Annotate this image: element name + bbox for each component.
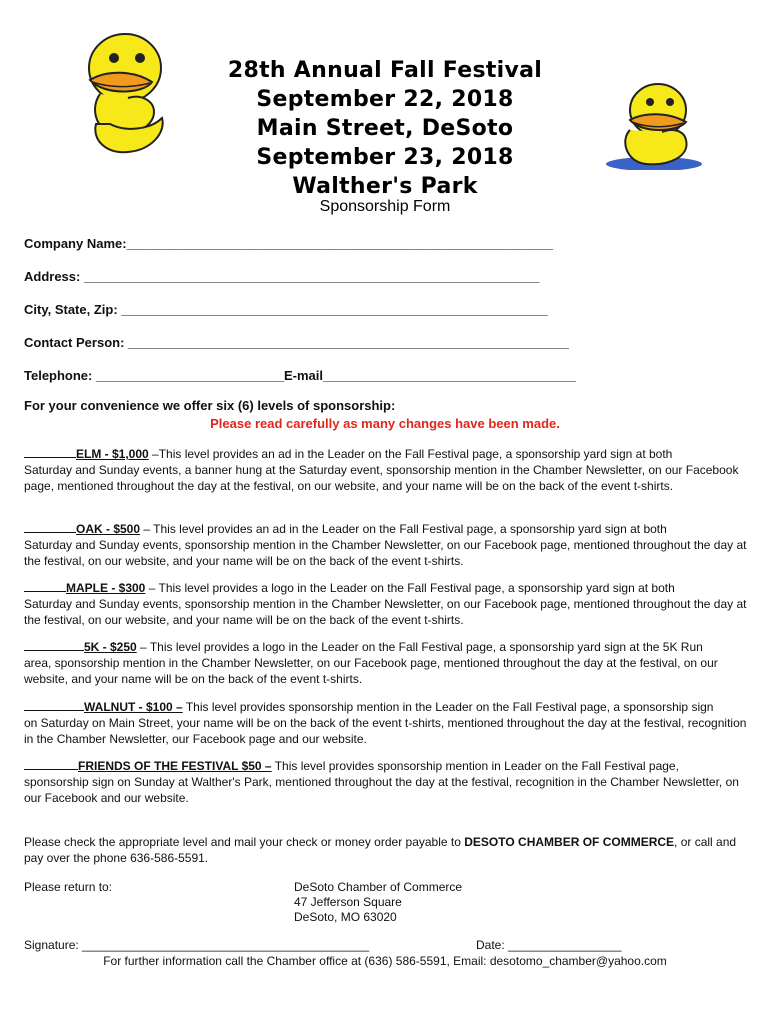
level-description-line1: – This level provides an ad in the Leader on the Fall Festival page, a sponsorship yard sign at both: [140, 522, 667, 536]
levels-intro: For your convenience we offer six (6) levels of sponsorship:: [24, 398, 396, 413]
level-elm: [24, 446, 748, 494]
level-check-blank[interactable]: [24, 446, 76, 458]
level-description: on Saturday on Main Street, your name will be on the back of the event t-shirts, mentioned throughout the day at the festival, recognition in the Chamber Newsletter, our Facebook page and our website.: [24, 716, 747, 746]
city-state-zip-field[interactable]: City, State, Zip: ___________________________________________________________: [24, 302, 548, 317]
level-check-blank[interactable]: [24, 580, 66, 592]
festival-title: [175, 56, 595, 201]
address-line-1: DeSoto Chamber of Commerce: [294, 880, 463, 894]
title-line-3: Main Street, DeSoto: [256, 116, 514, 141]
company-name-field[interactable]: Company Name:___________________________________________________________: [24, 236, 554, 251]
level-name: FRIENDS OF THE FESTIVAL $50 –: [78, 759, 272, 773]
level-name: ELM - $1,000: [76, 447, 149, 461]
level-name: OAK - $500: [76, 522, 141, 536]
return-address: [294, 880, 462, 925]
duck-illustration-right: [600, 80, 708, 170]
form-subtitle: Sponsorship Form: [319, 198, 451, 215]
date-field[interactable]: Date: _________________: [476, 938, 622, 952]
payment-instructions: [24, 834, 748, 866]
title-line-4: September 23, 2018: [256, 145, 514, 170]
level-description: Saturday and Sunday events, a banner hung at the Saturday event, sponsorship mention in the Chamber Newsletter, on our Facebook page, mentioned throughout the day at the festival, on our website, and your name will be on the back of the event t-shirts.: [24, 463, 739, 493]
level-description-line1: This level provides sponsorship mention in the Leader on the Fall Festival page, a sponsorship sign: [182, 700, 714, 714]
changes-notice: Please read carefully as many changes have been made.: [210, 416, 560, 431]
level-check-blank[interactable]: [24, 639, 84, 651]
level-description: sponsorship sign on Sunday at Walther's Park, mentioned throughout the day at the festival, recognition in the Chamber Newsletter, on our Facebook and our website.: [24, 775, 739, 805]
level-name: WALNUT - $100 –: [84, 700, 183, 714]
address-field[interactable]: Address: _______________________________________________________________: [24, 269, 540, 284]
address-line-3: DeSoto, MO 63020: [294, 910, 397, 924]
level-description-line1: – This level provides a logo in the Leader on the Fall Festival page, a sponsorship yard sign at both: [145, 581, 675, 595]
level-description-line1: This level provides sponsorship mention in Leader on the Fall Festival page,: [271, 759, 679, 773]
level-description: Saturday and Sunday events, sponsorship mention in the Chamber Newsletter, on our Facebook page, mentioned throughout the day at the festival, on our website, and your name will be on the back of the event t-shirts.: [24, 538, 747, 568]
signature-field[interactable]: Signature: ___________________________________________: [24, 938, 370, 952]
level-check-blank[interactable]: [24, 699, 84, 711]
level-name: 5K - $250: [84, 640, 137, 654]
payment-text-after: , or call and pay over the phone 636-586-5591.: [24, 835, 737, 865]
level-walnut: [24, 699, 748, 747]
payee-name: DESOTO CHAMBER OF COMMERCE: [464, 835, 675, 849]
title-line-1: 28th Annual Fall Festival: [227, 58, 543, 83]
level-description: Saturday and Sunday events, sponsorship mention in the Chamber Newsletter, on our Facebook page, mentioned throughout the day at the festival, on our website, and your name will be on the back of the event t-shirts.: [24, 597, 747, 627]
level-name: MAPLE - $300: [66, 581, 146, 595]
level-description: area, sponsorship mention in the Chamber Newsletter, on our Facebook page, mentioned throughout the day at the festival, on our website, and your name will be on the back of the event t-shirts.: [24, 656, 718, 686]
level-check-blank[interactable]: [24, 758, 78, 770]
return-label: Please return to:: [24, 880, 113, 894]
duck-illustration-left: [70, 28, 180, 158]
level-maple: [24, 580, 748, 628]
contact-person-field[interactable]: Contact Person: _____________________________________________________________: [24, 335, 570, 350]
address-line-2: 47 Jefferson Square: [294, 895, 402, 909]
level-friends-of-the-festival: [24, 758, 748, 806]
level-5k: [24, 639, 748, 687]
level-check-blank[interactable]: [24, 521, 76, 533]
title-line-2: September 22, 2018: [256, 87, 514, 112]
contact-footer: For further information call the Chamber office at (636) 586-5591, Email: desotomo_chamber@yahoo.com: [103, 954, 667, 968]
level-description-line1: – This level provides a logo in the Leader on the Fall Festival page, a sponsorship yard sign at the 5K Run: [136, 640, 703, 654]
level-oak: [24, 521, 748, 569]
telephone-email-field[interactable]: Telephone: __________________________E-mail___________________________________: [24, 368, 577, 383]
payment-text-before: Please check the appropriate level and mail your check or money order payable to: [24, 835, 465, 849]
level-description-line1: –This level provides an ad in the Leader on the Fall Festival page, a sponsorship yard sign at both: [148, 447, 673, 461]
title-line-5: Walther's Park: [292, 174, 478, 199]
